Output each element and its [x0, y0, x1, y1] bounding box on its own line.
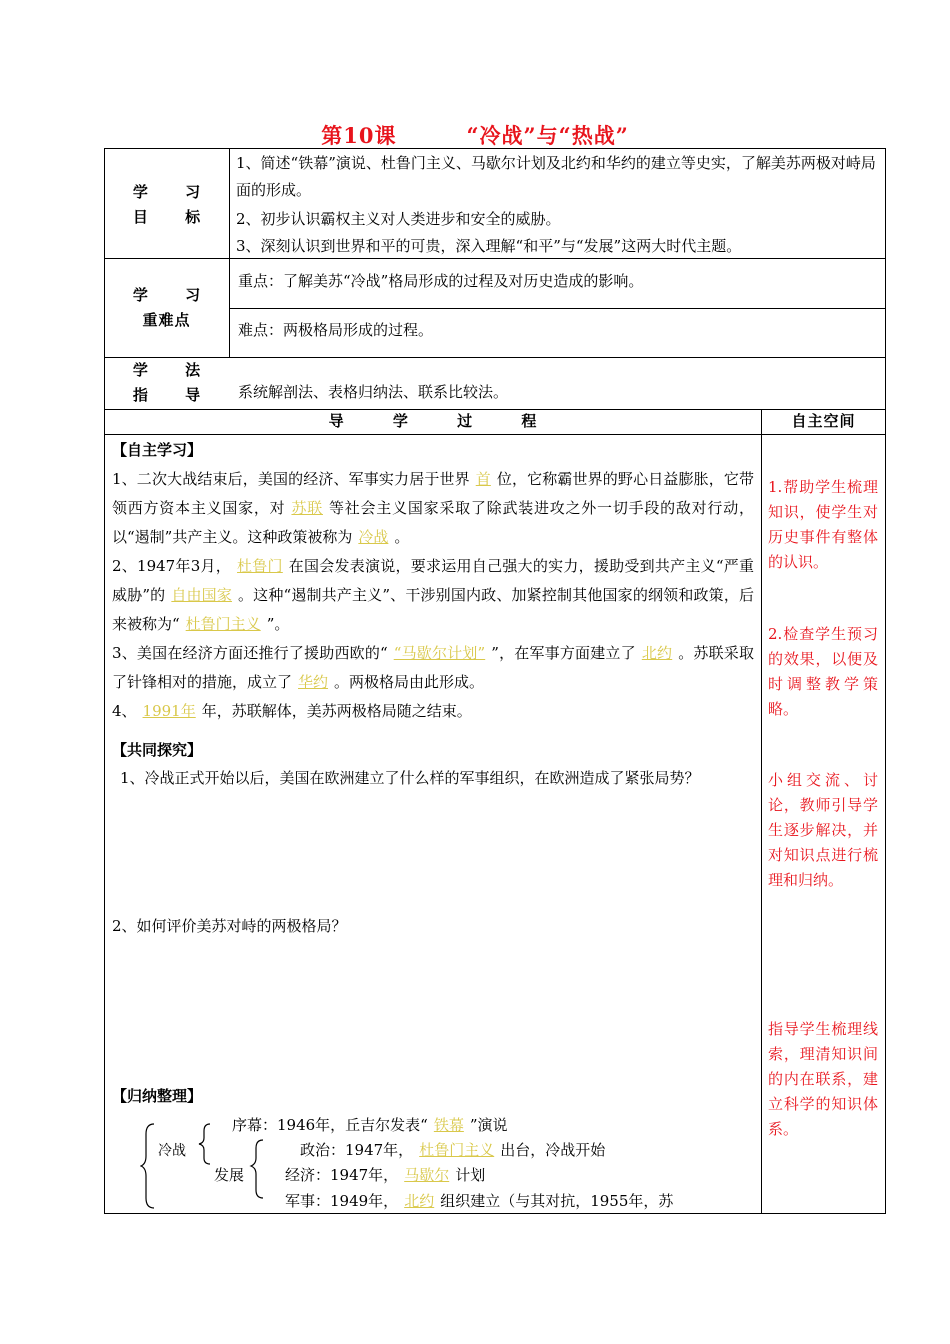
- method-label: 学 法 指 导: [132, 361, 217, 404]
- method-text: 系统解剖法、表格归纳法、联系比较法。: [238, 383, 509, 401]
- question-4: 4、 1991年 年，苏联解体，美苏两极格局随之结束。: [112, 702, 472, 720]
- question-2: 2、1947年3月， 杜鲁门 在国会发表演说，要求运用自己强大的实力，援助受到共产主义“严重威胁”的 自由国家 。这种“遏制共产主义”、干涉别国内政、加紧控制其他国家的纲领和政策，后来被称为“ 杜鲁门主义 ”。: [112, 557, 755, 633]
- summary-develop: 发展: [214, 1166, 245, 1184]
- lesson-name: “冷战”与“热战”: [466, 123, 629, 148]
- process-header: 导 学 过 程: [328, 412, 559, 430]
- explore-heading: 【共同探究】: [112, 741, 203, 759]
- summary-root: 冷战: [158, 1143, 186, 1159]
- space-header: 自主空间: [791, 412, 856, 430]
- objectives-text: [236, 150, 880, 260]
- side-note-1: 1.帮助学生梳理知识，使学生对历史事件有整体的认识。: [768, 478, 878, 571]
- question-1: 1、二次大战结束后，美国的经济、军事实力居于世界 首 位，它称霸世界的野心日益膨胀，它带领西方资本主义国家，对 苏联 等社会主义国家采取了除武装进攻之外一切手段的敌对行动，以“遏制”共产主义。这种政策被称为 冷战 。: [112, 470, 754, 546]
- objective-1: 1、简述“铁幕”演说、杜鲁门主义、马歇尔计划及北约和华约的建立等史实，了解美苏两极对峙局面的形成。: [236, 154, 876, 199]
- lesson-title: [0, 120, 950, 150]
- side-note-3: 小组交流、讨论，教师引导学生逐步解决，并对知识点进行梳理和归纳。: [768, 771, 878, 889]
- keypoints-label: 学 习 重难点: [132, 286, 217, 329]
- summary-politics: 政治：1947年， 杜鲁门主义 出台，冷战开始: [300, 1141, 606, 1159]
- explore-question-1: 1、冷战正式开始以后，美国在欧洲建立了什么样的军事组织，在欧洲造成了紧张局势？: [120, 769, 700, 787]
- side-note-4: 指导学生梳理线索，理清知识间的内在联系，建立科学的知识体系。: [768, 1020, 878, 1138]
- lesson-number: 第10课: [321, 123, 397, 148]
- key-point: 重点：了解美苏“冷战”格局形成的过程及对历史造成的影响。: [238, 272, 644, 290]
- self-study-questions: [112, 465, 754, 726]
- summary-military: 军事：1949年， 北约 组织建立（与其对抗，1955年，苏: [285, 1192, 674, 1210]
- summary-economy: 经济：1947年， 马歇尔 计划: [285, 1166, 486, 1184]
- question-3: 3、美国在经济方面还推行了援助西欧的“ “马歇尔计划” ”，在军事方面建立了 北约 。苏联采取了针锋相对的措施，成立了 华约 。两极格局由此形成。: [112, 644, 754, 691]
- self-study-heading: 【自主学习】: [112, 441, 203, 459]
- side-note-2: 2.检查学生预习的效果，以便及时调整教学策略。: [768, 625, 878, 718]
- summary-prelude: 序幕：1946年，丘吉尔发表“ 铁幕 ”演说: [232, 1116, 508, 1134]
- explore-question-2: 2、如何评价美苏对峙的两极格局？: [112, 917, 347, 935]
- objectives-label: 学 习 目 标: [132, 183, 217, 226]
- objective-3: 3、深刻认识到世界和平的可贵，深入理解“和平”与“发展”这两大时代主题。: [236, 237, 742, 255]
- difficult-point: 难点：两极格局形成的过程。: [238, 321, 434, 339]
- summary-heading: 【归纳整理】: [112, 1087, 203, 1105]
- objective-2: 2、初步认识霸权主义对人类进步和安全的威胁。: [236, 210, 561, 228]
